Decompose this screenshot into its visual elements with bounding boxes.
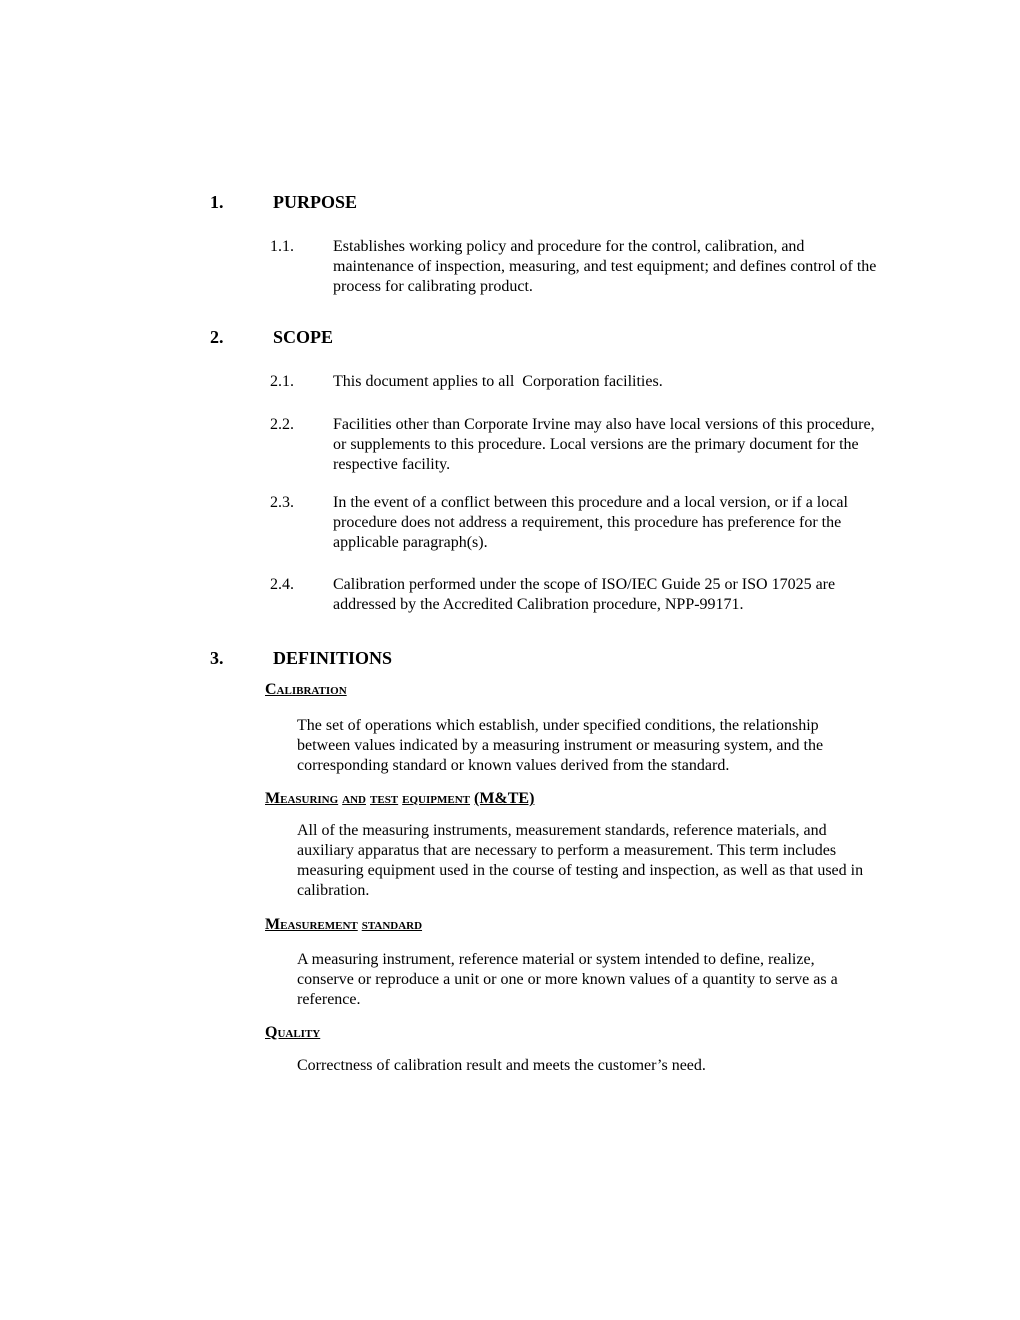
underlined-word: Calibration — [265, 681, 347, 698]
text-line: applicable paragraph(s). — [333, 534, 488, 551]
paragraph-text — [333, 575, 911, 615]
text-line: This document applies to all Corporation facilities. — [333, 373, 663, 390]
section-number: 3. — [210, 648, 224, 668]
text-line: auxiliary apparatus that are necessary to perform a measurement. This term includes — [297, 842, 837, 859]
definition-term-mte — [265, 789, 534, 809]
paragraph-number: 2.2. — [270, 416, 294, 433]
underlined-word: (M&TE) — [474, 790, 535, 807]
paragraph-text — [333, 237, 911, 297]
paragraph-number: 2.4. — [270, 576, 294, 593]
section-title: PURPOSE — [273, 192, 358, 212]
section-number: 1. — [210, 192, 224, 212]
underlined-word: standard — [361, 916, 423, 933]
text-line: calibration. — [297, 882, 370, 899]
text-line: maintenance of inspection, measuring, and test equipment; and defines control of the — [333, 258, 877, 275]
underlined-word: and — [342, 790, 367, 807]
text-line: reference. — [297, 991, 361, 1008]
section-title: SCOPE — [273, 327, 334, 347]
text-line: conserve or reproduce a unit or one or more known values of a quantity to serve as a — [297, 971, 838, 988]
text-line: A measuring instrument, reference material or system intended to define, realize, — [297, 951, 815, 968]
text-line: between values indicated by a measuring instrument or measuring system, and the — [297, 737, 824, 754]
text-line: addressed by the Accredited Calibration procedure, NPP-99171. — [333, 596, 744, 613]
text-line: measuring equipment used in the course of testing and inspection, as well as that used in — [297, 862, 864, 879]
definition-text-calibration — [297, 716, 909, 776]
paragraph-text — [333, 493, 911, 553]
underlined-word: Measurement — [265, 916, 358, 933]
text-line: Establishes working policy and procedure for the control, calibration, and — [333, 238, 805, 255]
definition-term-measurement-standard — [265, 915, 422, 935]
text-line: procedure does not address a requirement, this procedure has preference for the — [333, 514, 842, 531]
text-line: process for calibrating product. — [333, 278, 533, 295]
definition-text-mte — [297, 821, 909, 901]
paragraph-text — [333, 372, 911, 392]
text-line: In the event of a conflict between this procedure and a local version, or if a local — [333, 494, 848, 511]
paragraph-number: 1.1. — [270, 238, 294, 255]
paragraph-number: 2.1. — [270, 373, 294, 390]
text-line: Facilities other than Corporate Irvine may also have local versions of this procedure, — [333, 416, 875, 433]
section-number: 2. — [210, 327, 224, 347]
definition-text-quality — [297, 1056, 909, 1076]
underlined-word: Quality — [265, 1024, 321, 1041]
text-line: respective facility. — [333, 456, 451, 473]
underlined-word: Measuring — [265, 790, 339, 807]
paragraph-text — [333, 415, 911, 475]
text-line: The set of operations which establish, under specified conditions, the relationship — [297, 717, 819, 734]
definition-text-measurement-standard — [297, 950, 909, 1010]
definition-term-calibration — [265, 680, 347, 700]
paragraph-number: 2.3. — [270, 494, 294, 511]
text-line: Calibration performed under the scope of ISO/IEC Guide 25 or ISO 17025 are — [333, 576, 836, 593]
definition-term-quality — [265, 1023, 320, 1043]
text-line: corresponding standard or known values derived from the standard. — [297, 757, 730, 774]
underlined-word: equipment — [402, 790, 470, 807]
text-line: or supplements to this procedure. Local versions are the primary document for the — [333, 436, 859, 453]
section-title: DEFINITIONS — [273, 648, 393, 668]
text-line: Correctness of calibration result and meets the customer’s need. — [297, 1057, 706, 1074]
underlined-word: test — [370, 790, 399, 807]
text-line: All of the measuring instruments, measurement standards, reference materials, and — [297, 822, 827, 839]
